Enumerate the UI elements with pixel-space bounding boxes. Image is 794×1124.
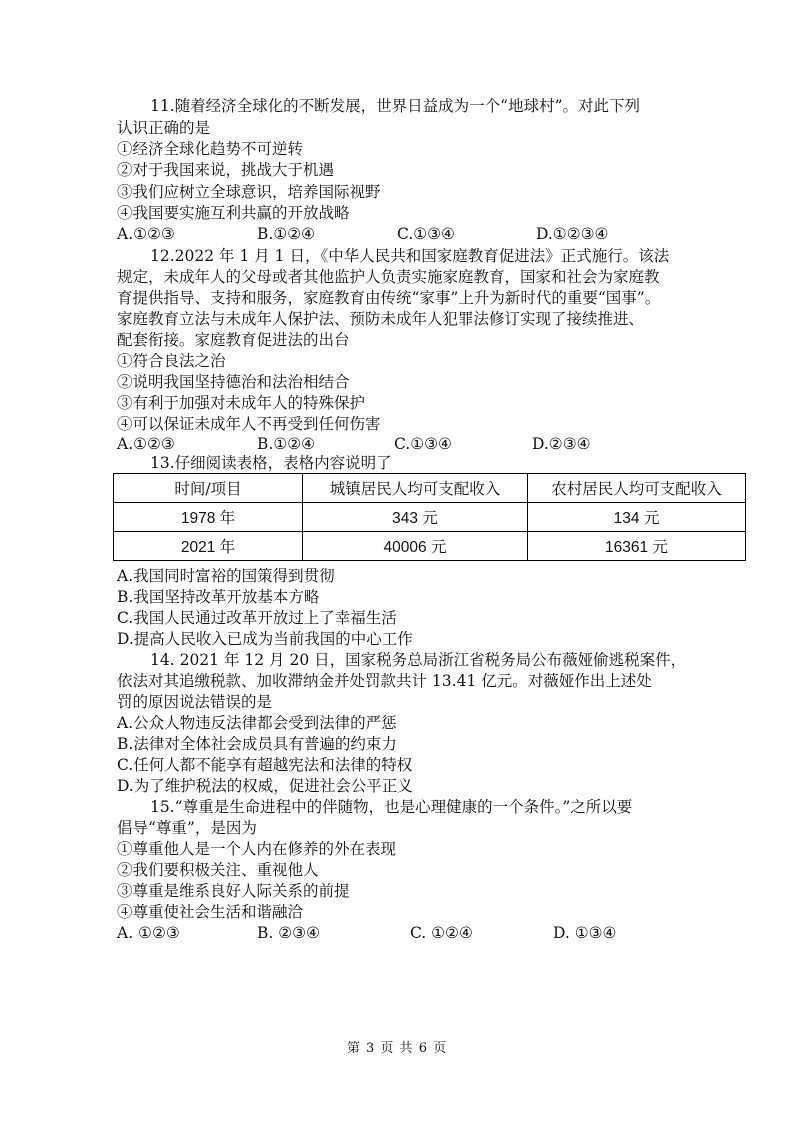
income-table	[113, 473, 746, 561]
q12-stem-line-5: 配套衔接。家庭教育促进法的出台	[117, 331, 350, 349]
q15-item-4: ④尊重使社会生活和谐融洽	[117, 903, 304, 921]
q11-stem-line-1: 11.随着经济全球化的不断发展，世界日益成为一个“地球村”。对此下列	[150, 97, 641, 115]
q15-options	[117, 923, 677, 943]
table-cell: 343 元	[303, 503, 528, 532]
table-header-cell: 农村居民人均可支配收入	[528, 474, 746, 503]
q13-option-a[interactable]: A.我国同时富裕的国策得到贯彻	[117, 567, 335, 585]
q13-option-c[interactable]: C.我国人民通过改革开放过上了幸福生活	[117, 609, 397, 627]
q12-option-c[interactable]: C.①③④	[394, 435, 452, 453]
q15-option-b[interactable]: B. ②③④	[257, 924, 320, 942]
q14-option-a[interactable]: A.公众人物违反法律都会受到法律的严惩	[117, 714, 397, 732]
q12-item-2: ②说明我国坚持德治和法治相结合	[117, 373, 350, 391]
table-row	[114, 503, 746, 532]
q11-option-c[interactable]: C.①③④	[397, 225, 455, 243]
q11-option-a[interactable]: A.①②③	[117, 225, 175, 243]
q12-stem-line-2: 规定，未成年人的父母或者其他监护人负责实施家庭教育，国家和社会为家庭教	[117, 268, 660, 286]
q12-option-d[interactable]: D.②③④	[532, 435, 591, 453]
q15-option-a[interactable]: A. ①②③	[117, 924, 180, 942]
table-cell: 1978 年	[114, 503, 303, 532]
q11-option-d[interactable]: D.①②③④	[536, 225, 609, 243]
table-cell: 16361 元	[528, 532, 746, 561]
table-header-cell: 城镇居民人均可支配收入	[303, 474, 528, 503]
q14-option-c[interactable]: C.任何人都不能享有超越宪法和法律的特权	[117, 756, 413, 774]
q15-option-c[interactable]: C. ①②④	[410, 924, 473, 942]
table-cell: 2021 年	[114, 532, 303, 561]
q13-option-d[interactable]: D.提高人民收入已成为当前我国的中心工作	[117, 630, 413, 648]
q12-item-4: ④可以保证未成年人不再受到任何伤害	[117, 415, 381, 433]
q11-item-2: ②对于我国来说，挑战大于机遇	[117, 161, 335, 179]
q15-item-1: ①尊重他人是一个人内在修养的外在表现	[117, 840, 397, 858]
q14-option-d[interactable]: D.为了维护税法的权威，促进社会公平正义	[117, 777, 413, 795]
q15-item-3: ③尊重是维系良好人际关系的前提	[117, 882, 350, 900]
q11-item-4: ④我国要实施互利共赢的开放战略	[117, 204, 350, 222]
q11-item-1: ①经济全球化趋势不可逆转	[117, 140, 304, 158]
q15-stem-line-2: 倡导“尊重”，是因为	[117, 819, 257, 837]
q11-option-b[interactable]: B.①②④	[257, 225, 316, 243]
q11-options	[117, 224, 677, 244]
q12-option-b[interactable]: B.①②④	[257, 435, 316, 453]
q14-stem-line-1: 14. 2021 年 12 月 20 日，国家税务总局浙江省税务局公布薇娅偷逃税案件，	[150, 651, 687, 669]
q12-item-1: ①符合良法之治	[117, 352, 226, 370]
q12-option-a[interactable]: A.①②③	[117, 435, 175, 453]
q15-item-2: ②我们要积极关注、重视他人	[117, 861, 319, 879]
q15-stem-line-1: 15.“尊重是生命进程中的伴随物，也是心理健康的一个条件。”之所以要	[150, 798, 633, 816]
table-cell: 134 元	[528, 503, 746, 532]
q11-item-3: ③我们应树立全球意识，培养国际视野	[117, 183, 381, 201]
page-footer: 第 3 页 共 6 页	[346, 1041, 448, 1056]
q13-option-b[interactable]: B.我国坚持改革开放基本方略	[117, 588, 320, 606]
table-header-cell: 时间/项目	[114, 474, 303, 503]
q12-item-3: ③有利于加强对未成年人的特殊保护	[117, 394, 366, 412]
q15-option-d[interactable]: D. ①③④	[553, 924, 617, 942]
table-row	[114, 532, 746, 561]
q12-stem-line-4: 家庭教育立法与未成年人保护法、预防未成年人犯罪法修订实现了接续推进、	[117, 310, 645, 328]
q14-stem-line-2: 依法对其追缴税款、加收滞纳金并处罚款共计 13.41 亿元。对薇娅作出上述处	[117, 672, 652, 690]
q12-stem-line-3: 育提供指导、支持和服务，家庭教育由传统“家事”上升为新时代的重要“国事”。	[117, 289, 661, 307]
table-header-row	[114, 474, 746, 503]
q14-option-b[interactable]: B.法律对全体社会成员具有普遍的约束力	[117, 735, 397, 753]
q12-options	[117, 434, 677, 454]
q12-stem-line-1: 12.2022 年 1 月 1 日，《中华人民共和国家庭教育促进法》正式施行。该法	[150, 247, 670, 265]
q13-stem: 13.仔细阅读表格，表格内容说明了	[150, 454, 392, 472]
q14-stem-line-3: 罚的原因说法错误的是	[117, 693, 273, 711]
table-cell: 40006 元	[303, 532, 528, 561]
q11-stem-line-2: 认识正确的是	[117, 119, 211, 137]
